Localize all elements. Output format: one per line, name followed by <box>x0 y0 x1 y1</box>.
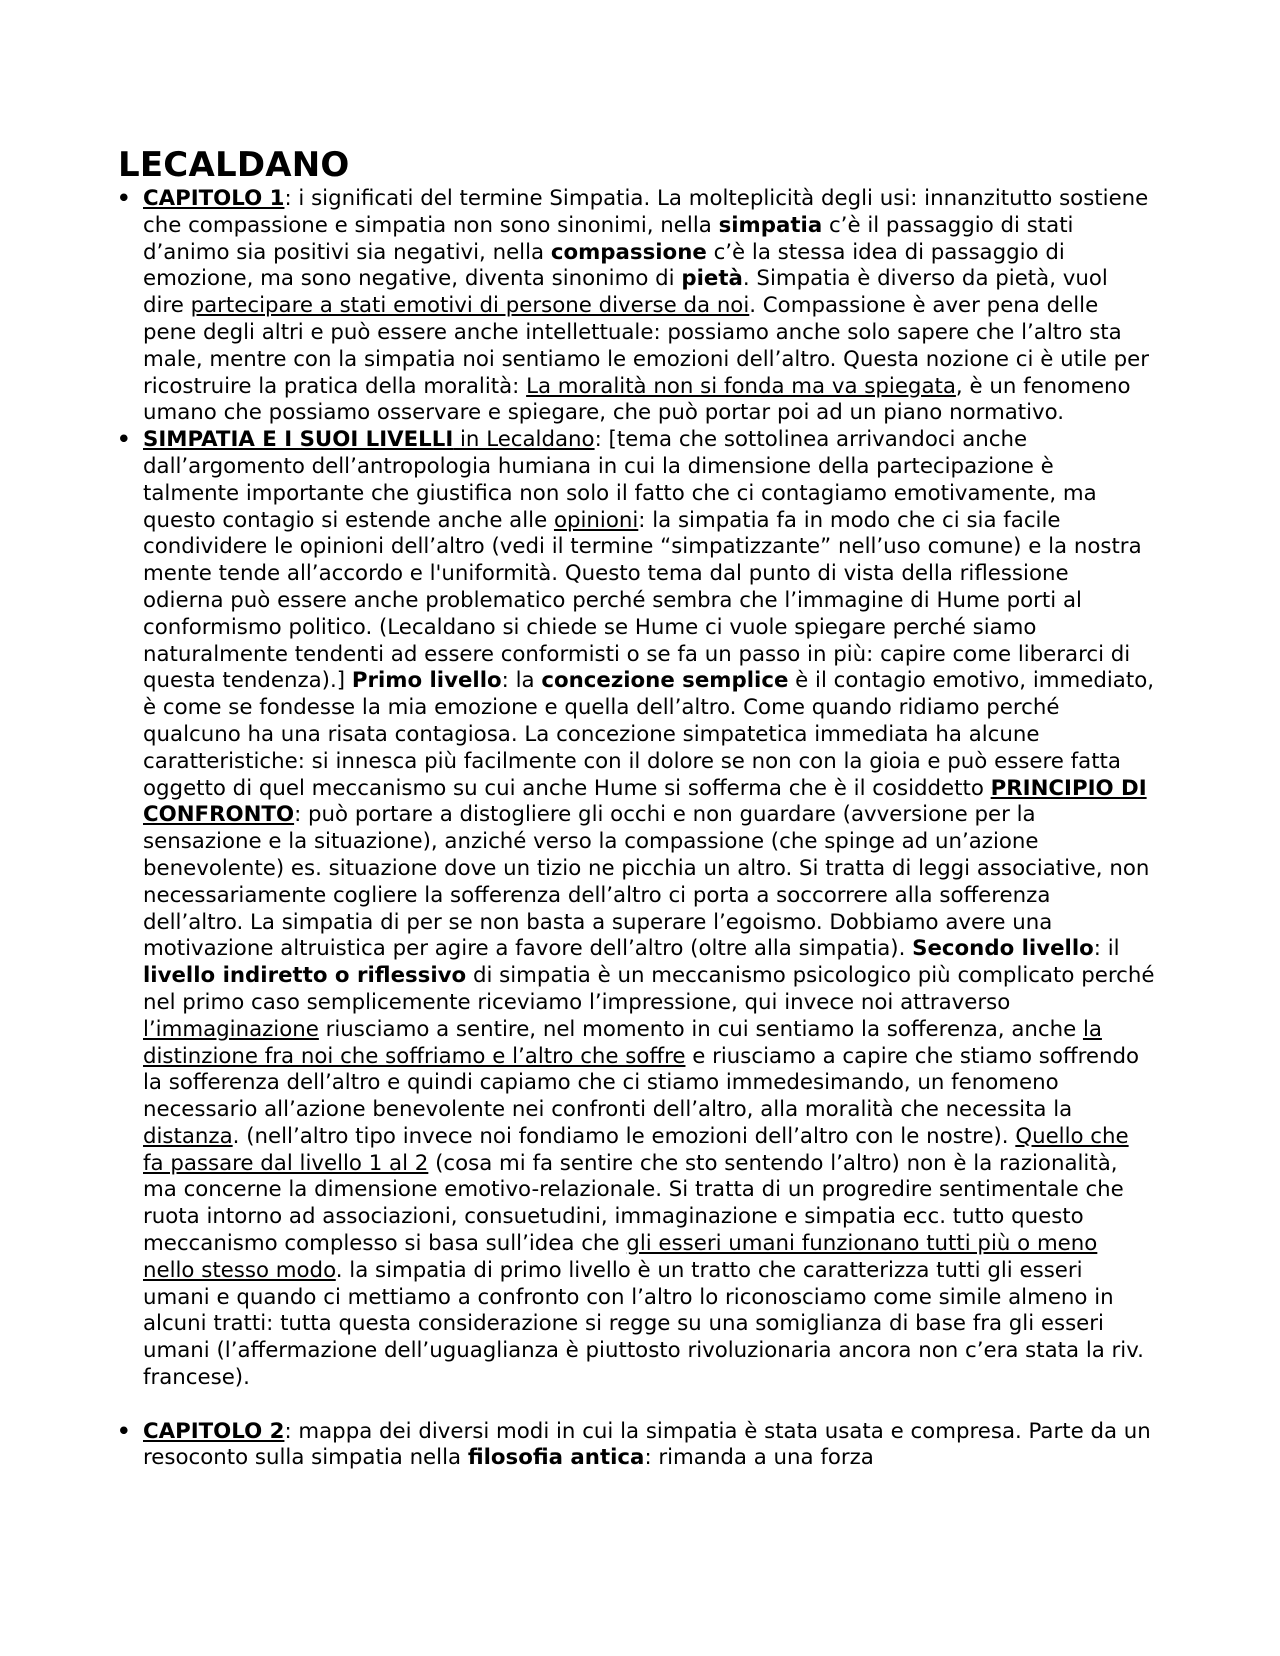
text-segment: . Compassione è aver pena delle pene degli altri e può essere anche intellettuale: possiamo anche solo sapere che l’altro sta male, mentre con la simpatia noi sentiamo le emozioni dell’altro. Questa nozione ci è utile per ricostruire la pratica della moralità: <box>143 293 1149 399</box>
bullet-item-2 <box>117 427 1155 1392</box>
bullet-item-3 <box>117 1418 1155 1473</box>
text-segment: . (nell’altro tipo invece noi fondiamo le emozioni dell’altro con le nostre). <box>232 1123 1016 1149</box>
text-segment: partecipare a stati emotivi di persone diverse da noi <box>190 293 750 319</box>
text-segment: Primo livello <box>351 668 502 694</box>
text-segment: è il contagio emotivo, immediato, è come se fondesse la mia emozione e quella dell’altro. Come quando ridiamo perché qualcuno ha una risata contagiosa. La concezione simpatetica immediata ha alcune caratteristiche: si innesca più facilmente con il dolore se non con la gioia e può essere fatta oggetto di quel meccanismo su cui anche Hume si sofferma che è il cosiddetto <box>143 668 1154 801</box>
text-segment: . Simpatia è diverso da pietà, vuol dire <box>143 266 1108 319</box>
text-segment: la distinzione fra noi che soffriamo e l’altro che soffre <box>143 1016 1102 1069</box>
bullet-item-1 <box>117 186 1155 427</box>
text-segment: riusciamo a sentire, nel momento in cui sentiamo la sofferenza, anche <box>318 1016 1083 1042</box>
text-segment: pietà <box>681 266 743 292</box>
text-segment: c’è la stessa idea di passaggio di emozione, ma sono negative, diventa sinonimo di <box>143 239 1065 292</box>
text-segment: : la <box>501 668 542 694</box>
text-segment: Secondo livello <box>912 936 1094 962</box>
text-segment: distanza <box>143 1123 233 1149</box>
text-segment: : rimanda a una forza <box>644 1445 874 1471</box>
text-segment: (cosa mi fa sentire che sto sentendo l’altro) non è la razionalità, ma concerne la dimensione emotivo-relazionale. Si tratta di un progredire sentimentale che ruota intorno ad associazioni, consuetudini, immaginazione e simpatia ecc. tutto questo meccanismo complesso si basa sull’idea che <box>143 1150 1124 1257</box>
text-segment: : mappa dei diversi modi in cui la simpatia è stata usata e compresa. Parte da un resoconto sulla simpatia nella <box>143 1418 1151 1471</box>
text-segment: SIMPATIA E I SUOI LIVELLI <box>143 427 454 453</box>
text-segment: l’immaginazione <box>143 1016 319 1042</box>
text-segment: simpatia <box>718 212 823 238</box>
text-segment: PRINCIPIO DI CONFRONTO <box>143 775 1147 828</box>
page-title: LECALDANO <box>118 145 350 185</box>
bullet-marker: • <box>117 1418 131 1444</box>
text-segment: e riusciamo a capire che stiamo soffrendo la sofferenza dell’altro e quindi capiamo che ci stiamo immedesimando, un fenomeno necessario all’azione benevolente nei confronti dell’altro, alla moralità che necessita la <box>143 1043 1140 1123</box>
text-segment: La moralità non si fonda ma va spiegata <box>526 373 956 399</box>
text-segment: livello indiretto o riflessivo <box>143 963 467 989</box>
text-segment: filosofia antica <box>467 1445 645 1471</box>
text-segment: opinioni <box>553 507 639 533</box>
text-segment: di simpatia è un meccanismo psicologico più complicato perché nel primo caso semplicemente riceviamo l’impressione, qui invece noi attraverso <box>143 963 1155 1015</box>
text-segment: CAPITOLO 2 <box>143 1418 285 1444</box>
text-segment: in Lecaldano <box>453 427 595 453</box>
text-segment: c’è il passaggio di stati d’animo sia positivi sia negativi, nella <box>143 212 1074 265</box>
bullet-marker: • <box>117 186 131 211</box>
text-segment: compassione <box>550 239 707 265</box>
text-segment: Quello che fa passare dal livello 1 al 2 <box>143 1123 1129 1176</box>
text-segment: : la simpatia fa in modo che ci sia facile condividere le opinioni dell’altro (vedi il termine “simpatizzante” nell’uso comune) e la nostra mente tende all’accordo e l'uniformità. Questo tema dal punto di vista della riflessione odierna può essere anche problematico perché sembra che l’immagine di Hume porti al conformismo politico. (Lecaldano si chiede se Hume ci vuole spiegare perché siamo naturalmente tendenti ad essere conformisti o se fa un passo in più: capire come liberarci di questa tendenza).] <box>143 507 1142 694</box>
text-segment: : il <box>1093 936 1120 962</box>
bullet-marker: • <box>117 427 131 453</box>
text-segment: : può portare a distogliere gli occhi e non guardare (avversione per la sensazione e la situazione), anziché verso la compassione (che spinge ad un’azione benevolente) es. situazione dove un tizio ne picchia un altro. Si tratta di leggi associative, non necessariamente cogliere la sofferenza dell’altro ci porta a soccorrere alla sofferenza dell’altro. La simpatia di per se non basta a superare l’egoismo. Dobbiamo avere una motivazione altruistica per agire a favore dell’altro (oltre alla simpatia). <box>143 802 1150 962</box>
text-segment: CAPITOLO 1 <box>143 186 285 211</box>
text-segment: : i significati del termine Simpatia. La molteplicità degli usi: innanzitutto sostiene che compassione e simpatia non sono sinonimi, nella <box>143 186 1149 238</box>
bullet-list <box>117 186 1155 1472</box>
text-segment: , è un fenomeno umano che possiamo osservare e spiegare, che può portar poi ad un piano normativo. <box>143 373 1131 426</box>
text-segment: . la simpatia di primo livello è un tratto che caratterizza tutti gli esseri umani e quando ci mettiamo a confronto con l’altro lo riconosciamo come simile almeno in alcuni tratti: tutta questa considerazione si regge su una somiglianza di base fra gli esseri umani (l’affermazione dell’uguaglianza è piuttosto rivoluzionaria ancora non c’era stata la riv. francese). <box>143 1257 1144 1391</box>
text-segment: concezione semplice <box>541 668 789 694</box>
text-segment: gli esseri umani funzionano tutti più o meno nello stesso modo <box>143 1231 1098 1283</box>
text-segment: : [tema che sottolinea arrivandoci anche dall’argomento dell’antropologia humiana in cui la dimensione della partecipazione è talmente importante che giustifica non solo il fatto che ci contagiamo emotivamente, ma questo contagio si estende anche alle <box>143 427 1097 533</box>
